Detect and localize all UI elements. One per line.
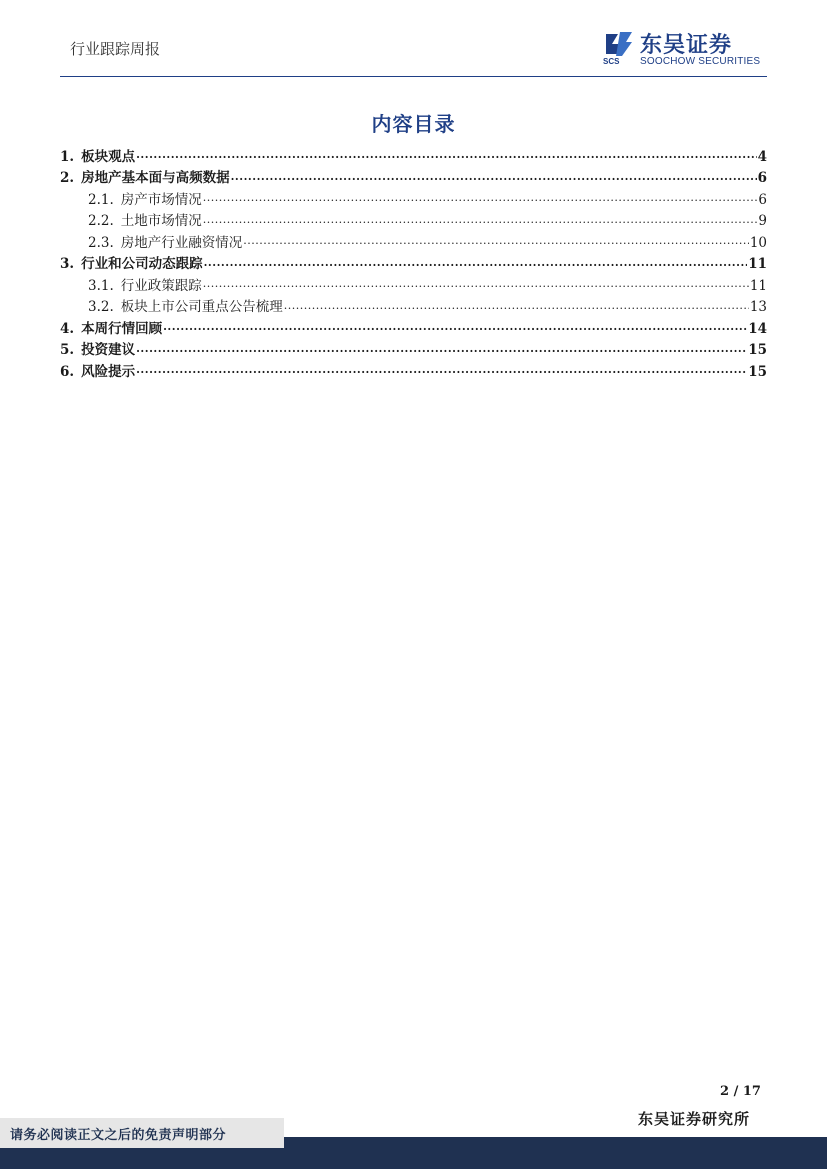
toc-entry-title: 板块上市公司重点公告梳理 (120, 299, 283, 315)
company-logo (602, 30, 772, 70)
toc-entry[interactable] (60, 315, 767, 337)
toc-entry-number: 2.3. (88, 234, 114, 251)
header-divider (60, 76, 767, 77)
toc-entry-number: 1. (60, 148, 75, 165)
toc-entry-page: 13 (749, 299, 767, 315)
toc-dot-leader (203, 191, 758, 208)
toc-entry-number: 2.2. (88, 213, 114, 229)
toc-dot-leader (163, 320, 747, 337)
toc-entry-title: 本周行情回顾 (81, 320, 163, 337)
toc-entry-title: 投资建议 (81, 342, 136, 358)
toc-dot-leader (136, 148, 757, 165)
toc-entry[interactable] (60, 251, 767, 273)
page-number: 2 / 17 (720, 1084, 761, 1099)
footer-firm-name: 东吴证券研究所 (638, 1110, 751, 1128)
toc-dot-leader (204, 256, 748, 273)
toc-entry[interactable] (60, 208, 767, 230)
toc-entry-page: 9 (758, 213, 767, 229)
footer-disclaimer: 请务必阅读正文之后的免责声明部分 (10, 1128, 227, 1143)
toc-entry[interactable] (60, 143, 767, 165)
toc-entry-page: 10 (749, 234, 767, 251)
toc-dot-leader (203, 277, 749, 294)
toc-entry-title: 房产市场情况 (120, 191, 202, 208)
toc-entry-number: 4. (60, 320, 75, 337)
toc-entry-page: 14 (748, 320, 767, 337)
toc-entry-title: 行业和公司动态跟踪 (81, 256, 203, 272)
toc-entry[interactable] (60, 294, 767, 316)
toc-entry-page: 15 (748, 363, 767, 380)
toc-entry-title: 房地产行业融资情况 (120, 234, 243, 251)
toc-entry[interactable] (60, 272, 767, 294)
toc-entry-page: 11 (749, 277, 767, 294)
toc-entry-number: 2. (60, 170, 75, 186)
toc-entry-title: 行业政策跟踪 (120, 277, 202, 294)
toc-dot-leader (243, 234, 749, 251)
toc-dot-leader (136, 363, 747, 380)
toc-entry-number: 5. (60, 342, 75, 358)
toc-entry-title: 风险提示 (81, 363, 136, 380)
toc-entry[interactable] (60, 358, 767, 380)
toc-entry[interactable] (60, 186, 767, 208)
toc-dot-leader (136, 342, 747, 359)
toc-dot-leader (284, 299, 749, 316)
toc-title: 内容目录 (371, 112, 456, 136)
toc-entry-number: 3. (60, 256, 75, 272)
toc-entry-title: 房地产基本面与高频数据 (81, 170, 230, 186)
toc-entry-page: 4 (757, 148, 767, 165)
toc-entry-page: 11 (748, 256, 767, 272)
report-type-label: 行业跟踪周报 (70, 40, 161, 58)
toc-entry-number: 3.1. (88, 277, 114, 294)
soochow-logo-icon (602, 30, 636, 66)
toc-entry[interactable] (60, 229, 767, 251)
toc-entry[interactable] (60, 165, 767, 187)
toc-entry-page: 6 (757, 170, 767, 186)
logo-mark-text: SCS (603, 57, 620, 66)
table-of-contents (60, 143, 767, 380)
toc-entry-title: 板块观点 (81, 148, 136, 165)
logo-english-name: SOOCHOW SECURITIES (640, 56, 761, 67)
toc-entry[interactable] (60, 337, 767, 359)
toc-entry-page: 15 (748, 342, 767, 358)
toc-entry-number: 6. (60, 363, 75, 380)
toc-dot-leader (203, 213, 758, 230)
toc-entry-number: 2.1. (88, 191, 114, 208)
toc-entry-title: 土地市场情况 (120, 213, 202, 229)
toc-dot-leader (231, 170, 757, 187)
toc-entry-page: 6 (758, 191, 767, 208)
logo-chinese-name: 东吴证券 (640, 33, 733, 58)
toc-entry-number: 3.2. (88, 299, 114, 315)
